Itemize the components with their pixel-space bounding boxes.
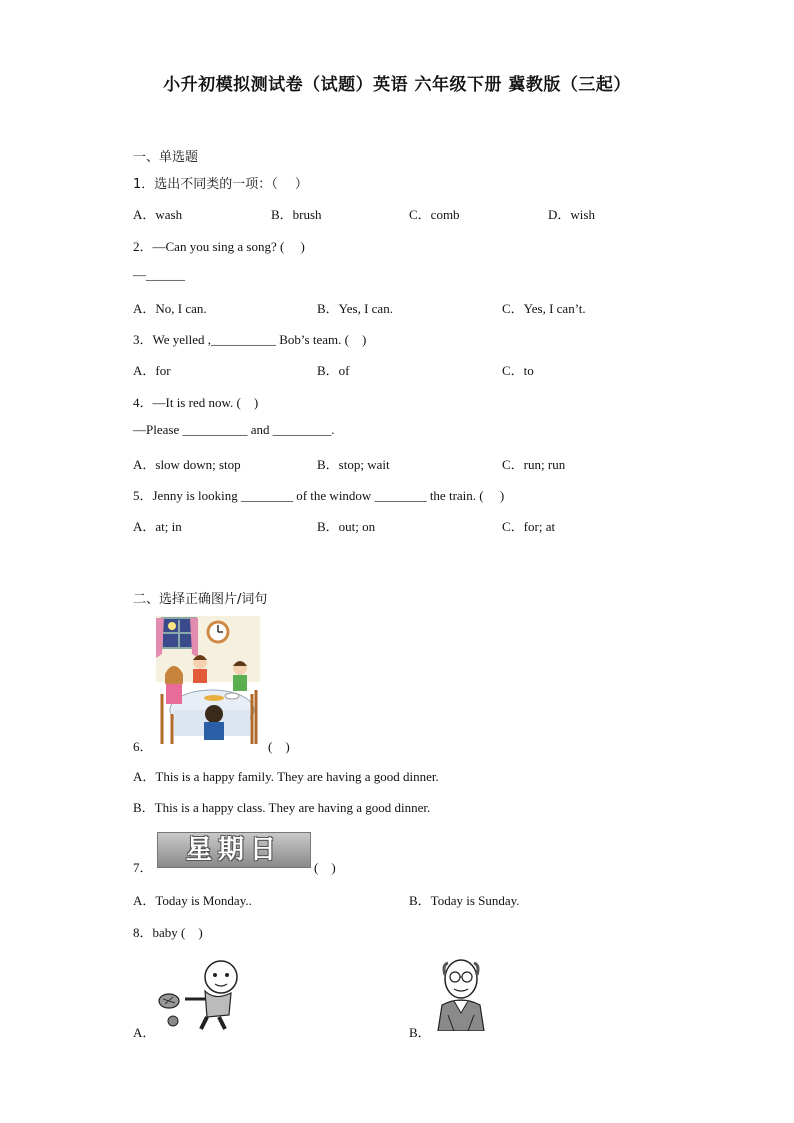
q3-option-b[interactable]: B．of xyxy=(317,363,350,378)
baby-image xyxy=(155,955,247,1031)
page-title: 小升初模拟测试卷（试题）英语 六年级下册 冀教版（三起） xyxy=(163,75,631,95)
q3-option-a[interactable]: A．for xyxy=(133,363,171,378)
question-3-stem: 3．We yelled ,__________ Bob’s team. ( ) xyxy=(133,332,367,347)
sunday-sign-image xyxy=(157,832,311,868)
q2-option-b[interactable]: B．Yes, I can. xyxy=(317,301,393,316)
grandpa-image xyxy=(432,955,490,1031)
question-5-stem: 5．Jenny is looking ________ of the window ________ the train. ( ) xyxy=(133,488,505,503)
question-8-stem: 8．baby ( ) xyxy=(133,925,203,940)
q5-option-b[interactable]: B．out; on xyxy=(317,519,376,534)
q7-option-a[interactable]: A．Today is Monday.. xyxy=(133,893,252,908)
sunday-sign-text: 星期日 xyxy=(185,835,282,865)
q4-option-a[interactable]: A．slow down; stop xyxy=(133,457,241,472)
q1-option-c[interactable]: C．comb xyxy=(409,207,460,222)
q1-option-a[interactable]: A．wash xyxy=(133,207,183,222)
question-2-stem: 2．—Can you sing a song? ( ) xyxy=(133,239,305,254)
family-dinner-image xyxy=(152,614,264,748)
question-2-answer-line: —______ xyxy=(133,267,185,282)
section-heading-choose-picture: 二、选择正确图片/词句 xyxy=(133,592,268,607)
question-4-answer-line: —Please __________ and _________. xyxy=(133,422,335,437)
question-6-number: 6． xyxy=(133,739,153,754)
q4-option-b[interactable]: B．stop; wait xyxy=(317,457,390,472)
q6-option-b[interactable]: B．This is a happy class. They are having a good dinner. xyxy=(133,800,431,815)
q2-option-c[interactable]: C．Yes, I can’t. xyxy=(502,301,586,316)
q5-option-c[interactable]: C．for; at xyxy=(502,519,556,534)
question-7-number: 7． xyxy=(133,860,153,875)
q1-option-b[interactable]: B．brush xyxy=(271,207,322,222)
q1-option-d[interactable]: D．wish xyxy=(548,207,595,222)
q4-option-c[interactable]: C．run; run xyxy=(502,457,566,472)
q8-option-b[interactable]: B． xyxy=(409,1025,431,1040)
question-7-answer-blank: ( ) xyxy=(314,860,336,875)
q3-option-c[interactable]: C．to xyxy=(502,363,534,378)
section-heading-single-choice: 一、单选题 xyxy=(133,150,199,165)
question-1-stem: 1．选出不同类的一项：（ ） xyxy=(133,177,308,192)
question-4-stem: 4．—It is red now. ( ) xyxy=(133,395,259,410)
q2-option-a[interactable]: A．No, I can. xyxy=(133,301,207,316)
q6-option-a[interactable]: A．This is a happy family. They are having a good dinner. xyxy=(133,769,439,784)
q5-option-a[interactable]: A．at; in xyxy=(133,519,182,534)
q8-option-a[interactable]: A． xyxy=(133,1025,156,1040)
question-6-answer-blank: ( ) xyxy=(268,739,290,754)
q7-option-b[interactable]: B．Today is Sunday. xyxy=(409,893,520,908)
